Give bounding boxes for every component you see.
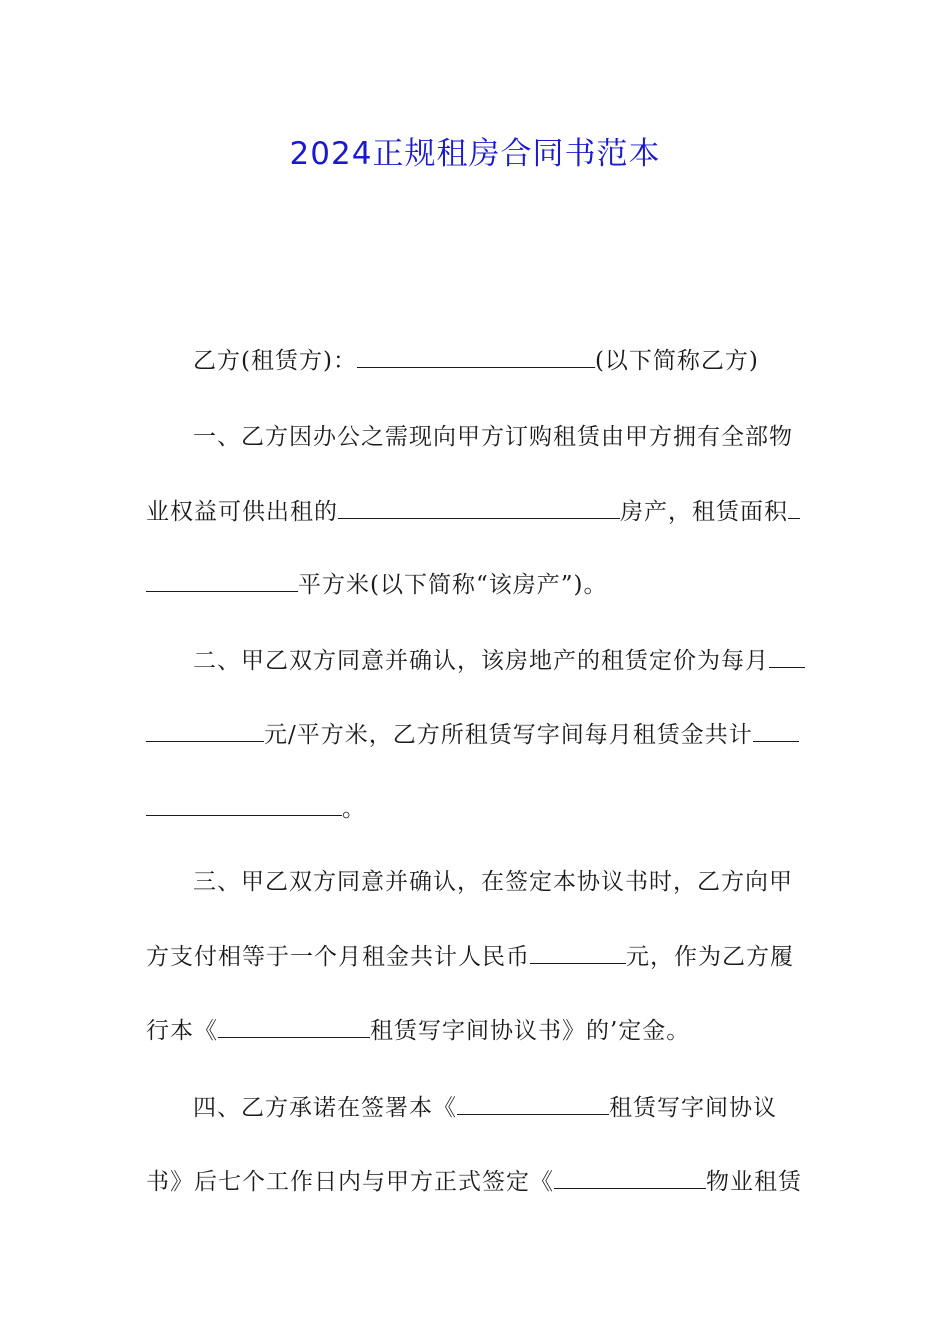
fill-in-blank xyxy=(769,645,805,668)
text-segment: 房产，租赁面积 xyxy=(620,499,788,525)
text-segment: 三、甲乙双方同意并确认，在签定本协议书时，乙方向甲 xyxy=(193,869,793,895)
fill-in-blank xyxy=(146,569,298,592)
paragraph-line xyxy=(193,867,793,897)
text-segment: 四、乙方承诺在签署本《 xyxy=(193,1095,457,1121)
paragraph-line xyxy=(146,941,794,972)
fill-in-blank xyxy=(357,345,595,368)
text-segment: 一、乙方因办公之需现向甲方订购租赁由甲方拥有全部物 xyxy=(193,424,793,450)
paragraph-line xyxy=(146,1015,690,1046)
text-segment: 书》后七个工作日内与甲方正式签定《 xyxy=(146,1169,554,1195)
fill-in-blank xyxy=(457,1092,609,1115)
paragraph-line xyxy=(146,719,799,750)
paragraph-line xyxy=(146,1166,802,1197)
text-segment: 物业租赁 xyxy=(706,1169,802,1195)
fill-in-blank xyxy=(753,719,799,742)
fill-in-blank xyxy=(146,793,342,816)
paragraph-line xyxy=(193,645,805,676)
fill-in-blank xyxy=(338,496,620,519)
paragraph-line xyxy=(146,496,800,527)
paragraph-line xyxy=(193,422,793,452)
paragraph-line xyxy=(193,345,759,376)
text-segment: 行本《 xyxy=(146,1018,218,1044)
text-segment: 平方米(以下简称“该房产”)。 xyxy=(298,572,608,598)
text-segment: 方支付相等于一个月租金共计人民币 xyxy=(146,944,530,970)
text-segment: (以下简称乙方) xyxy=(594,348,759,374)
text-segment: 业权益可供出租的 xyxy=(146,499,338,525)
text-segment: 。 xyxy=(342,796,366,822)
paragraph-line xyxy=(146,569,607,600)
text-segment: 元，作为乙方履 xyxy=(626,944,794,970)
fill-in-blank xyxy=(788,496,800,519)
text-segment: 租赁写字间协议书》的’定金。 xyxy=(370,1018,691,1044)
fill-in-blank xyxy=(218,1015,370,1038)
text-segment: 元/平方米，乙方所租赁写字间每月租赁金共计 xyxy=(264,722,753,748)
fill-in-blank xyxy=(530,941,626,964)
paragraph-line xyxy=(193,1092,777,1123)
paragraph-line xyxy=(146,793,366,824)
fill-in-blank xyxy=(146,719,264,742)
document-title: 2024正规租房合同书范本 xyxy=(289,136,661,172)
text-segment: 租赁写字间协议 xyxy=(609,1095,777,1121)
text-segment: 二、甲乙双方同意并确认，该房地产的租赁定价为每月 xyxy=(193,648,769,674)
fill-in-blank xyxy=(554,1166,706,1189)
text-segment: 乙方(租赁方)： xyxy=(193,348,357,374)
